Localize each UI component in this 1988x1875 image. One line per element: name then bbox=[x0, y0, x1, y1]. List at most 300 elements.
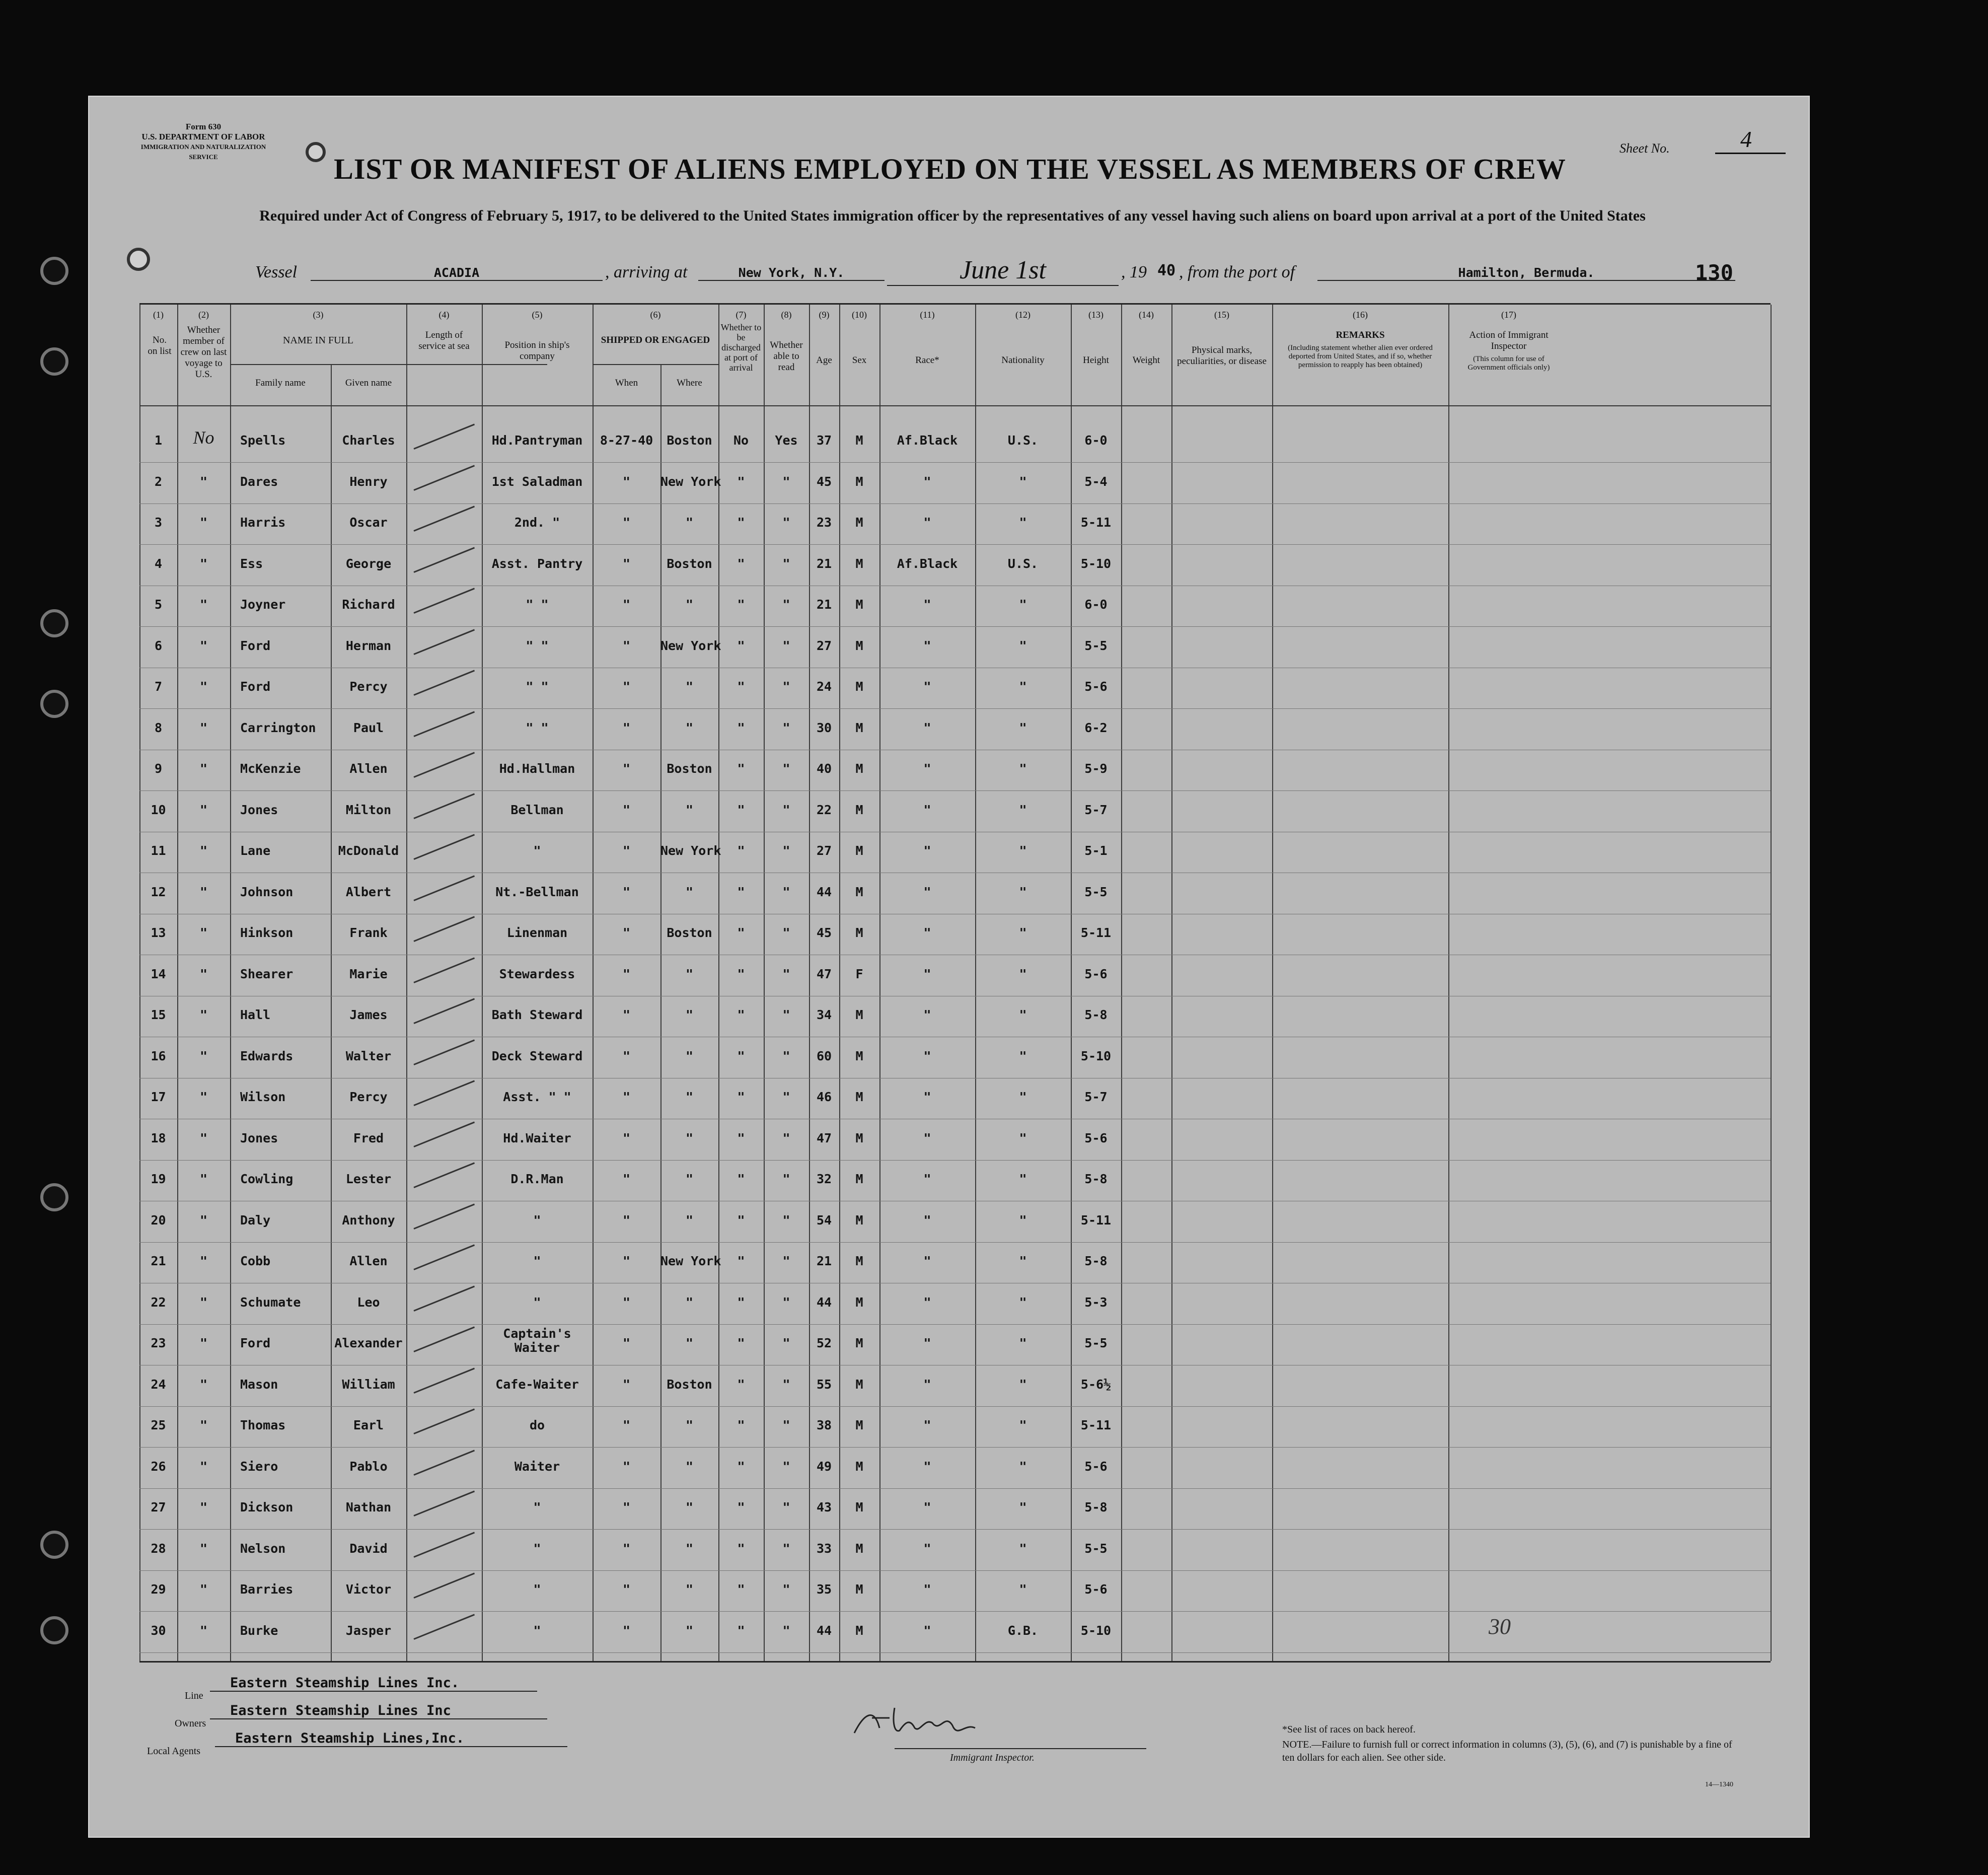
column-number: (1) bbox=[153, 310, 164, 320]
service-length-mark bbox=[413, 1450, 475, 1475]
nationality: " bbox=[1019, 1377, 1027, 1392]
height: 6-0 bbox=[1084, 433, 1108, 448]
family-name: Carrington bbox=[240, 720, 316, 735]
table-row bbox=[139, 1490, 1771, 1530]
given-name: Henry bbox=[349, 474, 388, 489]
owners: Eastern Steamship Lines Inc bbox=[210, 1703, 547, 1719]
race: " bbox=[923, 474, 931, 489]
manifest-footer bbox=[89, 1663, 1811, 1839]
row-number: 10 bbox=[151, 802, 166, 817]
position: " bbox=[533, 1582, 541, 1597]
last-voyage: " bbox=[199, 1500, 208, 1515]
sex: M bbox=[855, 1582, 863, 1597]
nationality: " bbox=[1019, 884, 1027, 899]
nationality: " bbox=[1019, 1048, 1027, 1063]
family-name: Harris bbox=[240, 515, 286, 530]
able-to-read: " bbox=[782, 1418, 790, 1432]
service-length-mark bbox=[413, 1367, 475, 1393]
height: 5-8 bbox=[1084, 1172, 1108, 1186]
sex: M bbox=[855, 1294, 863, 1310]
shipped-where: " bbox=[685, 515, 694, 530]
given-name: Milton bbox=[345, 802, 392, 817]
family-name: Ess bbox=[240, 556, 263, 571]
race: " bbox=[923, 1090, 931, 1104]
service-length-mark bbox=[413, 1080, 475, 1106]
able-to-read: " bbox=[782, 1212, 790, 1228]
service-length-mark bbox=[413, 423, 475, 449]
discharged: " bbox=[737, 1048, 745, 1063]
height: 5-6 bbox=[1084, 1130, 1108, 1145]
discharged: " bbox=[737, 1130, 745, 1145]
column-header: Height bbox=[1083, 355, 1109, 366]
sex: M bbox=[855, 1541, 863, 1556]
nationality: " bbox=[1019, 1500, 1027, 1515]
shipped-when: " bbox=[622, 1130, 631, 1145]
race: " bbox=[923, 1541, 931, 1556]
age: 34 bbox=[816, 1007, 832, 1022]
given-name: William bbox=[342, 1377, 395, 1392]
row-number: 9 bbox=[154, 761, 163, 776]
row-number: 19 bbox=[151, 1172, 166, 1186]
race: " bbox=[923, 720, 931, 735]
row-number: 2 bbox=[154, 474, 163, 489]
column-header: NAME IN FULL bbox=[283, 335, 353, 346]
discharged: " bbox=[737, 761, 745, 776]
last-voyage: " bbox=[199, 638, 208, 653]
from-port-label: , from the port of bbox=[1179, 263, 1295, 281]
shipped-where: Boston bbox=[667, 761, 712, 776]
race: " bbox=[923, 1294, 931, 1310]
age: 21 bbox=[816, 1254, 832, 1268]
age: 24 bbox=[816, 679, 832, 694]
table-row bbox=[139, 957, 1771, 997]
family-name: McKenzie bbox=[240, 761, 301, 776]
family-name: Siero bbox=[240, 1459, 278, 1474]
discharged: " bbox=[737, 1377, 745, 1392]
able-to-read: " bbox=[782, 1541, 790, 1556]
arriving-port: New York, N.Y. bbox=[698, 265, 885, 281]
service-length-mark bbox=[413, 1244, 475, 1270]
age: 47 bbox=[816, 966, 832, 981]
family-name: Burke bbox=[240, 1623, 278, 1638]
shipped-when: " bbox=[622, 1007, 631, 1022]
age: 38 bbox=[816, 1418, 832, 1432]
discharged: " bbox=[737, 1459, 745, 1474]
given-name: Herman bbox=[345, 638, 392, 653]
position: " bbox=[533, 1500, 541, 1515]
service-length-mark bbox=[413, 875, 475, 901]
table-row bbox=[139, 1203, 1771, 1243]
family-name: Lane bbox=[240, 843, 271, 858]
family-name: Shearer bbox=[240, 966, 293, 981]
page-subtitle: Required under Act of Congress of February 5, 1917, to be delivered to the United States immigration officer by the representatives of any vessel having such aliens on board upon arrival at a port of the United States bbox=[259, 207, 1646, 224]
given-name: McDonald bbox=[338, 843, 399, 858]
nationality: G.B. bbox=[1007, 1623, 1039, 1638]
discharged: " bbox=[737, 474, 745, 489]
column-header: Race* bbox=[915, 355, 939, 366]
nationality: " bbox=[1019, 1582, 1027, 1597]
given-name: George bbox=[345, 556, 392, 571]
family-name: Ford bbox=[240, 638, 271, 653]
given-name: Nathan bbox=[345, 1500, 392, 1515]
table-row bbox=[139, 1449, 1771, 1489]
given-name: Allen bbox=[349, 761, 388, 776]
height: 5-11 bbox=[1080, 1212, 1112, 1228]
height: 5-3 bbox=[1084, 1294, 1108, 1310]
race: " bbox=[923, 515, 931, 530]
shipped-where: Boston bbox=[667, 1377, 712, 1392]
table-row bbox=[139, 1039, 1771, 1079]
sheet-number: 4 bbox=[1715, 126, 1786, 154]
height: 5-5 bbox=[1084, 1541, 1108, 1556]
able-to-read: " bbox=[782, 1130, 790, 1145]
able-to-read: " bbox=[782, 679, 790, 694]
service-length-mark bbox=[413, 1326, 475, 1352]
service-length-mark bbox=[413, 916, 475, 942]
shipped-when: " bbox=[622, 1212, 631, 1228]
discharged: " bbox=[737, 1336, 745, 1350]
service-length-mark bbox=[413, 670, 475, 695]
service-length-mark bbox=[413, 1121, 475, 1147]
given-name: Oscar bbox=[349, 515, 388, 530]
shipped-when: " bbox=[622, 843, 631, 858]
height: 6-0 bbox=[1084, 597, 1108, 612]
penalty-note: NOTE.—Failure to furnish full or correct information in columns (3), (5), (6), and (7) is punishable by a fine of ten dollars for each alien. See other side. bbox=[1282, 1739, 1732, 1763]
last-voyage: " bbox=[199, 1459, 208, 1474]
race: " bbox=[923, 843, 931, 858]
age: 52 bbox=[816, 1336, 832, 1350]
column-subheader: (This column for use of Government officials only) bbox=[1467, 355, 1550, 372]
discharged: " bbox=[737, 966, 745, 981]
given-name: Marie bbox=[349, 966, 388, 981]
service-length-mark bbox=[413, 1162, 475, 1188]
table-row bbox=[139, 1244, 1771, 1284]
last-voyage: " bbox=[199, 1294, 208, 1310]
position: 2nd. " bbox=[514, 515, 560, 530]
height: 5-5 bbox=[1084, 638, 1108, 653]
last-voyage: No bbox=[193, 427, 214, 448]
able-to-read: " bbox=[782, 1459, 790, 1474]
service-length-mark bbox=[413, 1614, 475, 1639]
shipped-where: New York bbox=[660, 1254, 721, 1268]
nationality: " bbox=[1019, 638, 1027, 653]
service-length-mark bbox=[413, 1532, 475, 1557]
inspector-signature bbox=[844, 1703, 995, 1748]
table-row bbox=[139, 423, 1771, 463]
last-voyage: " bbox=[199, 1541, 208, 1556]
age: 27 bbox=[816, 638, 832, 653]
height: 5-7 bbox=[1084, 1090, 1108, 1104]
able-to-read: " bbox=[782, 1377, 790, 1392]
column-number: (10) bbox=[852, 310, 867, 320]
nationality: " bbox=[1019, 1418, 1027, 1432]
age: 21 bbox=[816, 597, 832, 612]
able-to-read: " bbox=[782, 1254, 790, 1268]
shipped-where: Boston bbox=[667, 433, 712, 448]
given-name: Percy bbox=[349, 679, 388, 694]
row-number: 6 bbox=[154, 638, 163, 653]
local-agents: Eastern Steamship Lines,Inc. bbox=[215, 1730, 567, 1747]
discharged: " bbox=[737, 1500, 745, 1515]
age: 45 bbox=[816, 474, 832, 489]
table-row bbox=[139, 710, 1771, 751]
height: 5-10 bbox=[1080, 1623, 1112, 1638]
shipped-where: Boston bbox=[667, 556, 712, 571]
family-name: Schumate bbox=[240, 1294, 301, 1310]
nationality: " bbox=[1019, 966, 1027, 981]
row-number: 29 bbox=[151, 1582, 166, 1597]
service-length-mark bbox=[413, 793, 475, 819]
column-number: (17) bbox=[1501, 310, 1516, 320]
shipped-when: " bbox=[622, 802, 631, 817]
family-name: Jones bbox=[240, 802, 278, 817]
row-number: 1 bbox=[154, 433, 163, 448]
able-to-read: " bbox=[782, 638, 790, 653]
nationality: " bbox=[1019, 1130, 1027, 1145]
nationality: " bbox=[1019, 1294, 1027, 1310]
age: 49 bbox=[816, 1459, 832, 1474]
shipped-when: " bbox=[622, 1254, 631, 1268]
row-number: 5 bbox=[154, 597, 163, 612]
height: 5-9 bbox=[1084, 761, 1108, 776]
position: Captain's Waiter bbox=[503, 1326, 571, 1355]
shipped-when: " bbox=[622, 1500, 631, 1515]
service-length-mark bbox=[413, 1490, 475, 1516]
position: Bellman bbox=[510, 802, 564, 817]
shipped-when: " bbox=[622, 1294, 631, 1310]
race: " bbox=[923, 1172, 931, 1186]
able-to-read: " bbox=[782, 720, 790, 735]
position: Nt.-Bellman bbox=[495, 884, 579, 899]
last-voyage: " bbox=[199, 1336, 208, 1350]
line-label: Line bbox=[185, 1690, 203, 1701]
last-voyage: " bbox=[199, 1418, 208, 1432]
position: Hd.Hallman bbox=[499, 761, 575, 776]
column-number: (3) bbox=[313, 310, 324, 320]
height: 5-11 bbox=[1080, 925, 1112, 940]
table-row bbox=[139, 1121, 1771, 1161]
able-to-read: " bbox=[782, 884, 790, 899]
race: " bbox=[923, 884, 931, 899]
position: " " bbox=[526, 638, 549, 653]
shipped-when: " bbox=[622, 1418, 631, 1432]
age: 33 bbox=[816, 1541, 832, 1556]
shipped-when: " bbox=[622, 1459, 631, 1474]
discharged: " bbox=[737, 720, 745, 735]
row-number: 15 bbox=[151, 1007, 166, 1022]
last-voyage: " bbox=[199, 1090, 208, 1104]
service-length-mark bbox=[413, 711, 475, 737]
row-number: 23 bbox=[151, 1336, 166, 1350]
height: 5-8 bbox=[1084, 1500, 1108, 1515]
form-department: U.S. DEPARTMENT OF LABOR bbox=[141, 132, 265, 141]
position: " bbox=[533, 843, 541, 858]
position: 1st Saladman bbox=[491, 474, 583, 489]
family-name: Edwards bbox=[240, 1048, 293, 1063]
height: 6-2 bbox=[1084, 720, 1108, 735]
position: Hd.Pantryman bbox=[491, 433, 583, 448]
page-title: LIST OR MANIFEST OF ALIENS EMPLOYED ON THE VESSEL AS MEMBERS OF CREW bbox=[334, 153, 1566, 185]
age: 22 bbox=[816, 802, 832, 817]
height: 5-4 bbox=[1084, 474, 1108, 489]
shipped-where: " bbox=[685, 597, 694, 612]
position: Cafe-Waiter bbox=[495, 1377, 579, 1392]
steamship-line: Eastern Steamship Lines Inc. bbox=[210, 1675, 537, 1692]
table-row bbox=[139, 792, 1771, 833]
able-to-read: " bbox=[782, 761, 790, 776]
row-number: 16 bbox=[151, 1048, 166, 1063]
owners-label: Owners bbox=[175, 1718, 206, 1729]
able-to-read: " bbox=[782, 802, 790, 817]
table-row bbox=[139, 1408, 1771, 1448]
sex: M bbox=[855, 1172, 863, 1186]
column-number: (6) bbox=[650, 310, 661, 320]
discharged: " bbox=[737, 1090, 745, 1104]
discharged: " bbox=[737, 1582, 745, 1597]
shipped-where: " bbox=[685, 1459, 694, 1474]
discharged: " bbox=[737, 1418, 745, 1432]
row-number: 7 bbox=[154, 679, 163, 694]
position: Waiter bbox=[514, 1459, 560, 1474]
race: " bbox=[923, 1418, 931, 1432]
discharged: " bbox=[737, 1541, 745, 1556]
service-length-mark bbox=[413, 1572, 475, 1598]
print-code: 14—1340 bbox=[1705, 1781, 1733, 1788]
given-name: Pablo bbox=[349, 1459, 388, 1474]
discharged: " bbox=[737, 843, 745, 858]
race: " bbox=[923, 1007, 931, 1022]
sex: M bbox=[855, 1623, 863, 1638]
margin-number: 130 bbox=[1695, 260, 1733, 285]
age: 46 bbox=[816, 1090, 832, 1104]
row-number: 26 bbox=[151, 1459, 166, 1474]
table-row bbox=[139, 1572, 1771, 1612]
sheet-label: Sheet No. bbox=[1619, 141, 1670, 156]
column-subheader: Where bbox=[677, 378, 702, 388]
last-voyage: " bbox=[199, 802, 208, 817]
row-number: 12 bbox=[151, 884, 166, 899]
nationality: " bbox=[1019, 802, 1027, 817]
shipped-when: " bbox=[622, 556, 631, 571]
shipped-where: " bbox=[685, 884, 694, 899]
service-length-mark bbox=[413, 629, 475, 655]
race: " bbox=[923, 925, 931, 940]
able-to-read: Yes bbox=[775, 433, 798, 448]
service-length-mark bbox=[413, 957, 475, 983]
position: " bbox=[533, 1541, 541, 1556]
sex: M bbox=[855, 1130, 863, 1145]
given-name: Anthony bbox=[342, 1212, 395, 1228]
shipped-where: " bbox=[685, 802, 694, 817]
punch-hole bbox=[40, 257, 68, 285]
sex: M bbox=[855, 638, 863, 653]
able-to-read: " bbox=[782, 556, 790, 571]
family-name: Barries bbox=[240, 1582, 293, 1597]
race: " bbox=[923, 1048, 931, 1063]
punch-hole bbox=[40, 1616, 68, 1644]
shipped-when: " bbox=[622, 1623, 631, 1638]
given-name: Charles bbox=[342, 433, 395, 448]
column-header: Whether to be discharged at port of arrival bbox=[720, 322, 762, 373]
column-number: (2) bbox=[198, 310, 209, 320]
position: Hd.Waiter bbox=[503, 1130, 571, 1145]
last-voyage: " bbox=[199, 1377, 208, 1392]
able-to-read: " bbox=[782, 597, 790, 612]
age: 44 bbox=[816, 1294, 832, 1310]
nationality: U.S. bbox=[1007, 433, 1039, 448]
height: 5-6 bbox=[1084, 679, 1108, 694]
service-length-mark bbox=[413, 465, 475, 490]
race: " bbox=[923, 1623, 931, 1638]
given-name: Albert bbox=[345, 884, 392, 899]
nationality: " bbox=[1019, 1459, 1027, 1474]
agents-label: Local Agents bbox=[147, 1746, 201, 1757]
sex: M bbox=[855, 1418, 863, 1432]
form-service: IMMIGRATION AND NATURALIZATION SERVICE bbox=[140, 143, 266, 161]
shipped-where: " bbox=[685, 1500, 694, 1515]
sex: M bbox=[855, 679, 863, 694]
family-name: Spells bbox=[240, 433, 286, 448]
position: do bbox=[529, 1418, 545, 1432]
punch-hole bbox=[40, 347, 68, 376]
shipped-when: " bbox=[622, 1048, 631, 1063]
position: Asst. Pantry bbox=[491, 556, 583, 571]
discharged: " bbox=[737, 679, 745, 694]
column-subheader: When bbox=[615, 378, 638, 388]
sex: M bbox=[855, 925, 863, 940]
family-name: Hall bbox=[240, 1007, 271, 1022]
service-length-mark bbox=[413, 1285, 475, 1311]
height: 5-11 bbox=[1080, 515, 1112, 530]
family-name: Dickson bbox=[240, 1500, 293, 1515]
shipped-where: " bbox=[685, 1582, 694, 1597]
shipped-when: " bbox=[622, 966, 631, 981]
row-number: 24 bbox=[151, 1377, 166, 1392]
age: 37 bbox=[816, 433, 832, 448]
sex: M bbox=[855, 474, 863, 489]
column-header: Sex bbox=[852, 355, 867, 366]
position: Deck Steward bbox=[491, 1048, 583, 1063]
column-header: Weight bbox=[1132, 355, 1160, 366]
given-name: Frank bbox=[349, 925, 388, 940]
family-name: Joyner bbox=[240, 597, 286, 612]
column-subheader: Family name bbox=[255, 378, 306, 388]
race: " bbox=[923, 638, 931, 653]
from-port: Hamilton, Bermuda. bbox=[1317, 265, 1735, 281]
race: " bbox=[923, 597, 931, 612]
form-number: Form 630 bbox=[185, 122, 222, 131]
family-name: Ford bbox=[240, 679, 271, 694]
race: " bbox=[923, 1377, 931, 1392]
age: 27 bbox=[816, 843, 832, 858]
position: " " bbox=[526, 720, 549, 735]
height: 5-11 bbox=[1080, 1418, 1112, 1432]
column-number: (13) bbox=[1088, 310, 1103, 320]
shipped-where: " bbox=[685, 679, 694, 694]
age: 55 bbox=[816, 1377, 832, 1392]
sex: M bbox=[855, 802, 863, 817]
family-name: Ford bbox=[240, 1336, 271, 1350]
service-length-mark bbox=[413, 1039, 475, 1065]
punch-hole bbox=[40, 609, 68, 637]
able-to-read: " bbox=[782, 474, 790, 489]
height: 5-5 bbox=[1084, 884, 1108, 899]
age: 44 bbox=[816, 884, 832, 899]
shipped-when: " bbox=[622, 720, 631, 735]
discharged: " bbox=[737, 597, 745, 612]
column-header: Age bbox=[816, 355, 832, 366]
table-row bbox=[139, 1613, 1771, 1653]
